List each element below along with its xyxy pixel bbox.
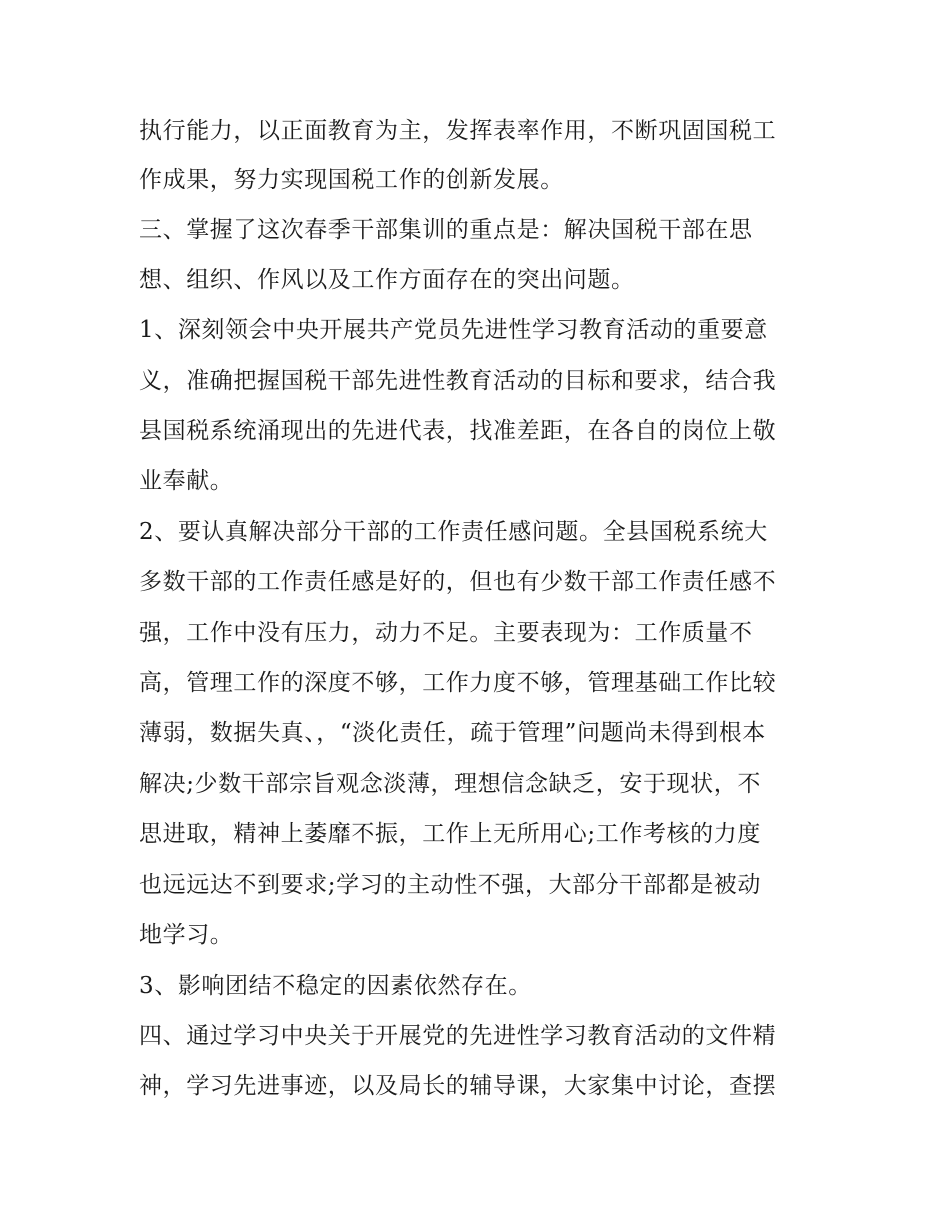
text-line: 三、掌握了这次春季干部集训的重点是：解决国税干部在思: [139, 217, 753, 243]
text-line: 想、组织、作风以及工作方面存在的突出问题。: [139, 267, 635, 293]
text-line: 四、通过学习中央关于开展党的先进性学习教育活动的文件精: [139, 1023, 777, 1049]
text-line: 高，管理工作的深度不够，工作力度不够，管理基础工作比较: [139, 670, 777, 696]
text-line: 多数干部的工作责任感是好的，但也有少数干部工作责任感不: [139, 569, 777, 595]
text-line: 业奉献。: [139, 468, 234, 494]
text-line: 2、要认真解决部分干部的工作责任感问题。全县国税系统大: [139, 519, 768, 545]
text-line: 3、影响团结不稳定的因素依然存在。: [139, 973, 532, 999]
text-line: 1、深刻领会中央开展共产党员先进性学习教育活动的重要意: [139, 317, 768, 343]
text-line: 神，学习先进事迹，以及局长的辅导课，大家集中讨论，查摆: [139, 1073, 777, 1099]
text-line: 作成果，努力实现国税工作的创新发展。: [139, 167, 564, 193]
text-line: 薄弱，数据失真、，“淡化责任，疏于管理”问题尚未得到根本: [139, 720, 766, 746]
text-line: 地学习。: [139, 922, 234, 948]
text-line: 义，准确把握国税干部先进性教育活动的目标和要求，结合我: [139, 368, 777, 394]
text-line: 解决;少数干部宗旨观念淡薄，理想信念缺乏，安于现状，不: [139, 771, 761, 797]
text-line: 县国税系统涌现出的先进代表，找准差距，在各自的岗位上敬: [139, 418, 777, 444]
text-line: 思进取，精神上萎靡不振，工作上无所用心;工作考核的力度: [139, 821, 761, 847]
text-line: 也远远达不到要求;学习的主动性不强，大部分干部都是被动: [139, 872, 761, 898]
text-line: 强，工作中没有压力，动力不足。主要表现为：工作质量不: [139, 620, 753, 646]
text-line: 执行能力，以正面教育为主，发挥表率作用，不断巩固国税工: [139, 118, 777, 144]
